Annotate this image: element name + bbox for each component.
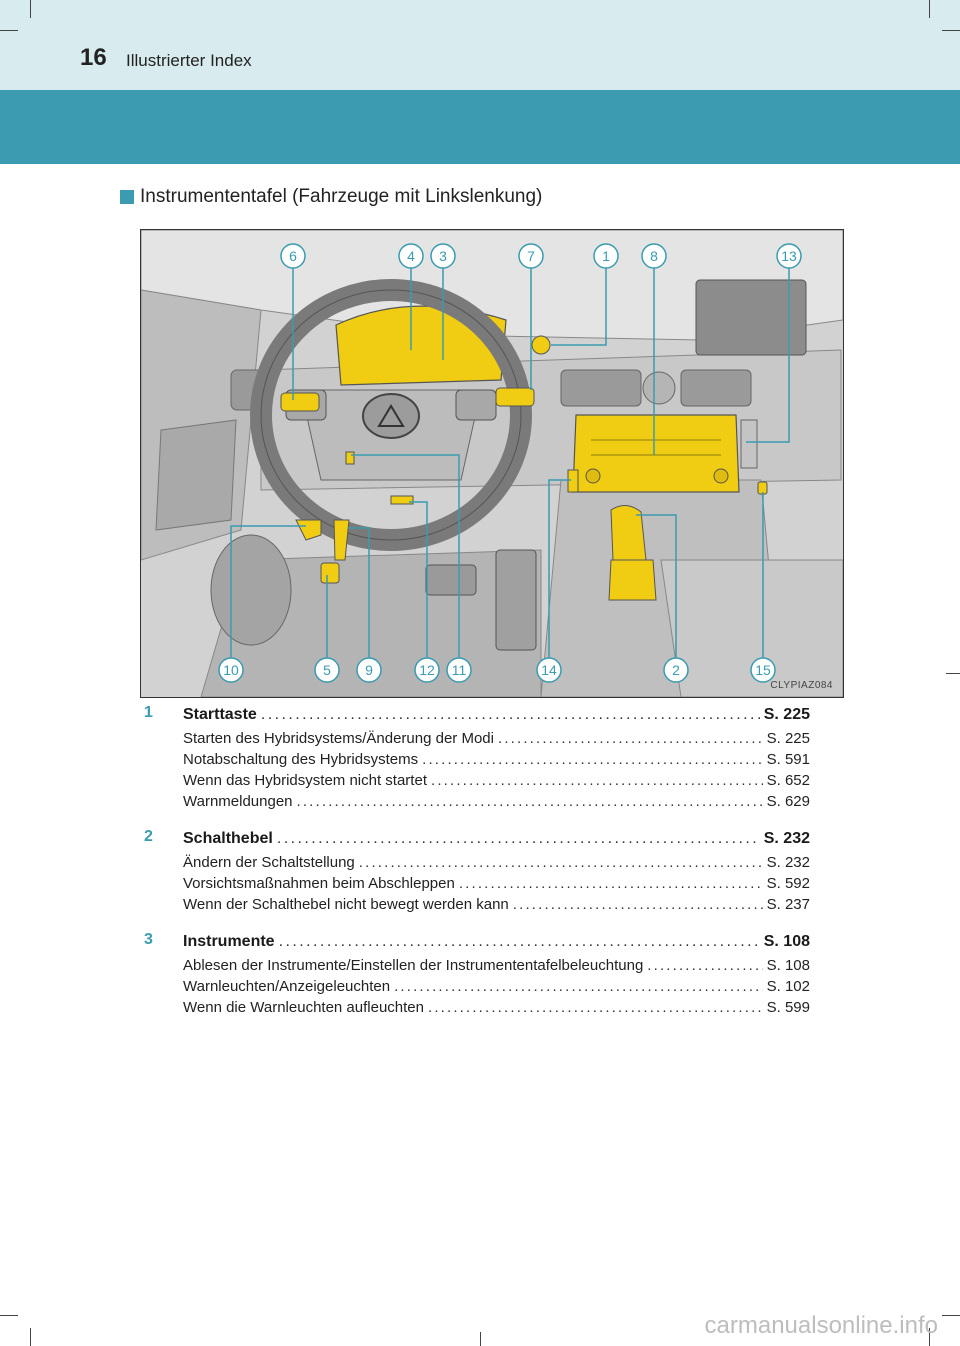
figure-code: CLYPIAZ084 xyxy=(770,680,833,691)
sub-entry-page: S. 232 xyxy=(766,854,810,871)
entry-title-line[interactable] xyxy=(183,702,810,728)
callout-1: 1 xyxy=(602,248,610,264)
vehicle-switch-b xyxy=(391,496,413,504)
crop-mark xyxy=(30,1328,31,1346)
crop-mark xyxy=(946,673,960,674)
entry-title: Schalthebel xyxy=(183,830,273,847)
window-switch-panel xyxy=(156,420,236,530)
sub-entry-text: Wenn das Hybridsystem nicht startet xyxy=(183,772,427,789)
sub-entry[interactable] xyxy=(183,873,810,894)
index-entry xyxy=(140,929,810,1018)
callout-5: 5 xyxy=(323,662,331,678)
crop-mark xyxy=(942,30,960,31)
speaker-grille xyxy=(211,535,291,645)
sub-entry[interactable] xyxy=(183,894,810,915)
sub-entry[interactable] xyxy=(183,770,810,791)
analog-clock xyxy=(643,372,675,404)
index-entry xyxy=(140,826,810,915)
sub-entry[interactable] xyxy=(183,728,810,749)
sub-entry-page: S. 652 xyxy=(766,772,810,789)
panel-knob xyxy=(714,469,728,483)
dot-leader xyxy=(498,728,763,749)
sub-entry-text: Starten des Hybridsystems/Änderung der Modi xyxy=(183,730,494,747)
shift-gate xyxy=(609,560,656,600)
dot-leader xyxy=(459,873,763,894)
callout-3: 3 xyxy=(439,248,447,264)
callout-6: 6 xyxy=(289,248,297,264)
brake-pedal xyxy=(426,565,476,595)
header-band xyxy=(0,90,960,164)
sub-entry-page: S. 102 xyxy=(766,978,810,995)
entry-title-line[interactable] xyxy=(183,826,810,852)
dot-leader xyxy=(297,791,763,812)
sub-entry[interactable] xyxy=(183,955,810,976)
wiper-switch-lever xyxy=(496,388,534,406)
side-switch xyxy=(568,470,578,492)
sub-entry-text: Ablesen der Instrumente/Einstellen der Instrumententafelbeleuchtung xyxy=(183,957,644,974)
sub-entry-page: S. 225 xyxy=(766,730,810,747)
sub-entry-text: Wenn die Warnleuchten aufleuchten xyxy=(183,999,424,1016)
dashboard-drawing xyxy=(141,230,843,697)
entry-number: 1 xyxy=(144,704,153,721)
callout-14: 14 xyxy=(541,662,557,678)
callout-4: 4 xyxy=(407,248,415,264)
sub-entry-page: S. 629 xyxy=(766,793,810,810)
panel-knob xyxy=(586,469,600,483)
entry-title: Instrumente xyxy=(183,933,275,950)
sub-entry-text: Warnleuchten/Anzeigeleuchten xyxy=(183,978,391,995)
sub-entry-page: S. 108 xyxy=(766,957,810,974)
dot-leader xyxy=(261,702,760,728)
armrest xyxy=(661,560,843,697)
entry-body xyxy=(183,826,810,915)
heading-marker xyxy=(120,190,134,204)
crop-mark xyxy=(0,1315,18,1316)
entry-body xyxy=(183,929,810,1018)
index-entries xyxy=(140,702,810,1032)
callout-2: 2 xyxy=(672,662,680,678)
callout-15: 15 xyxy=(755,662,771,678)
header-strip xyxy=(0,0,960,90)
vehicle-switch-a xyxy=(346,452,354,464)
sub-entry-page: S. 592 xyxy=(766,875,810,892)
crop-mark xyxy=(942,1315,960,1316)
center-vent-left xyxy=(561,370,641,406)
parking-brake-pedal xyxy=(321,563,339,583)
dot-leader xyxy=(422,749,763,770)
sub-entry-page: S. 599 xyxy=(766,999,810,1016)
entry-page: S. 232 xyxy=(763,830,810,847)
entry-title-line[interactable] xyxy=(183,929,810,955)
sub-entry[interactable] xyxy=(183,976,810,997)
dot-leader xyxy=(359,852,763,873)
watermark: carmanualsonline.info xyxy=(704,1312,938,1339)
page-number: 16 xyxy=(80,44,107,71)
sub-entry-text: Warnmeldungen xyxy=(183,793,293,810)
callout-12: 12 xyxy=(419,662,435,678)
start-button xyxy=(532,336,550,354)
right-panel-switch xyxy=(741,420,757,468)
dot-leader xyxy=(428,997,763,1018)
sub-entry-text: Vorsichtsmaßnahmen beim Abschleppen xyxy=(183,875,455,892)
sub-entry[interactable] xyxy=(183,997,810,1018)
crop-mark xyxy=(929,0,930,18)
dot-leader xyxy=(513,894,763,915)
sub-entry-text: Ändern der Schaltstellung xyxy=(183,854,355,871)
dot-leader xyxy=(394,976,763,997)
sub-entry[interactable] xyxy=(183,852,810,873)
sub-entry-text: Notabschaltung des Hybridsystems xyxy=(183,751,419,768)
callout-10: 10 xyxy=(223,662,239,678)
dot-leader xyxy=(277,826,760,852)
section-title: Illustrierter Index xyxy=(126,51,252,70)
crop-mark xyxy=(0,30,18,31)
sub-entry-page: S. 591 xyxy=(766,751,810,768)
callout-9: 9 xyxy=(365,662,373,678)
dot-leader xyxy=(647,955,762,976)
section-heading xyxy=(120,186,542,208)
sub-entry-text: Wenn der Schalthebel nicht bewegt werden kann xyxy=(183,896,509,913)
entry-body xyxy=(183,702,810,812)
crop-mark xyxy=(480,1332,481,1346)
callout-11: 11 xyxy=(451,662,467,678)
center-vent-right xyxy=(681,370,751,406)
dot-leader xyxy=(279,929,760,955)
dot-leader xyxy=(431,770,763,791)
entry-number: 3 xyxy=(144,931,153,948)
sub-entry-page: S. 237 xyxy=(766,896,810,913)
accelerator-pedal xyxy=(496,550,536,650)
sub-entry[interactable] xyxy=(183,749,810,770)
crop-mark xyxy=(30,0,31,18)
callout-8: 8 xyxy=(650,248,658,264)
entry-title: Starttaste xyxy=(183,706,257,723)
heading-text: Instrumententafel (Fahrzeuge mit Linkslenkung) xyxy=(140,186,543,207)
callout-13: 13 xyxy=(781,248,797,264)
entry-number: 2 xyxy=(144,828,153,845)
lexus-emblem xyxy=(363,394,419,438)
dashboard-illustration xyxy=(140,229,844,698)
sub-entry[interactable] xyxy=(183,791,810,812)
entry-page: S. 225 xyxy=(763,706,810,723)
right-spoke-switches xyxy=(456,390,496,420)
callout-7: 7 xyxy=(527,248,535,264)
index-entry xyxy=(140,702,810,812)
light-switch-lever xyxy=(281,393,319,411)
entry-page: S. 108 xyxy=(763,933,810,950)
